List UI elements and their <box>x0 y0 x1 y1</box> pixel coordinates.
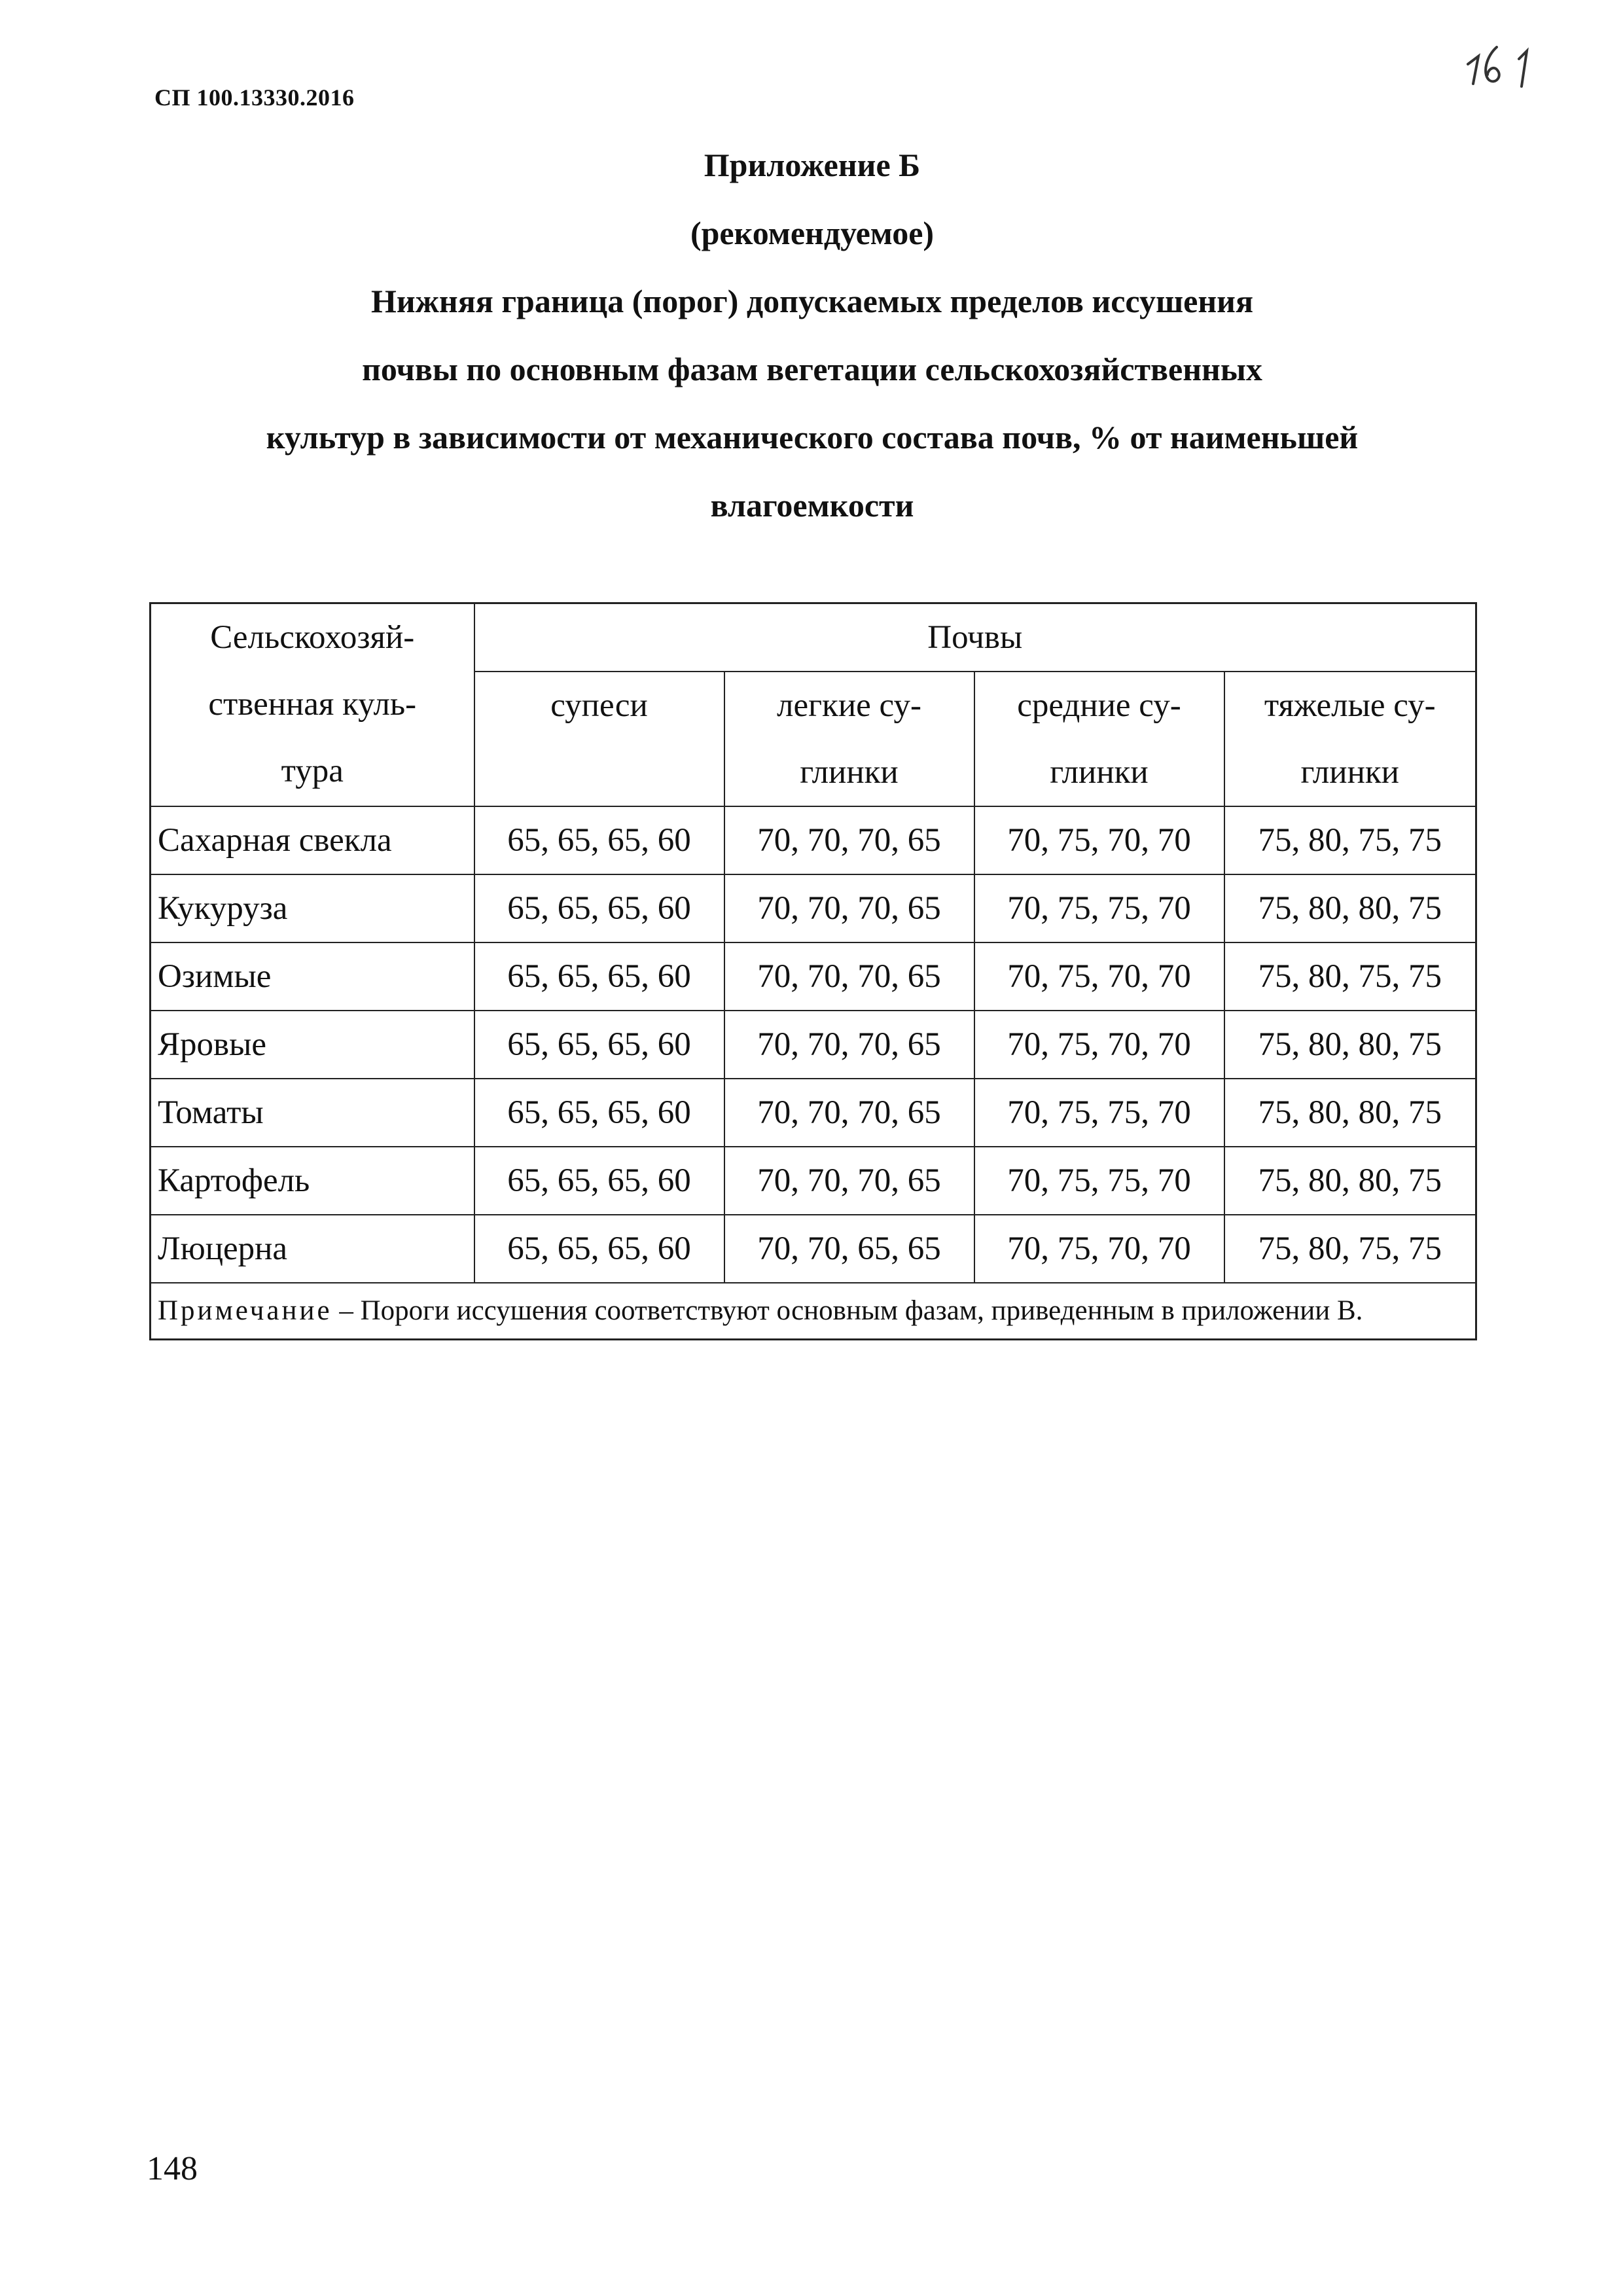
threshold-value: 75, 80, 80, 75 <box>1224 1147 1476 1215</box>
threshold-value: 70, 75, 70, 70 <box>974 1011 1224 1079</box>
threshold-value: 70, 70, 70, 65 <box>724 1079 974 1147</box>
threshold-value: 75, 80, 80, 75 <box>1224 1079 1476 1147</box>
crop-name: Озимые <box>151 942 474 1011</box>
threshold-value: 70, 75, 75, 70 <box>974 1147 1224 1215</box>
threshold-value: 65, 65, 65, 60 <box>474 806 724 874</box>
threshold-value: 75, 80, 75, 75 <box>1224 806 1476 874</box>
threshold-value: 65, 65, 65, 60 <box>474 1011 724 1079</box>
threshold-value: 70, 75, 70, 70 <box>974 942 1224 1011</box>
threshold-value: 75, 80, 75, 75 <box>1224 942 1476 1011</box>
threshold-value: 65, 65, 65, 60 <box>474 874 724 942</box>
page-number: 148 <box>147 2150 198 2187</box>
soil-column-header-medium-loam: средние су- глинки <box>974 672 1224 806</box>
table-row <box>151 1215 1476 1283</box>
table-title-line-4: влагоемкости <box>710 487 914 524</box>
table-row <box>151 942 1476 1011</box>
threshold-value: 75, 80, 75, 75 <box>1224 1215 1476 1283</box>
appendix-title-block <box>154 131 1470 539</box>
crop-name: Томаты <box>151 1079 474 1147</box>
soil-column-header-sandy-loam: супеси <box>474 672 724 806</box>
document-code: СП 100.13330.2016 <box>154 84 355 111</box>
threshold-value: 65, 65, 65, 60 <box>474 1215 724 1283</box>
threshold-value: 70, 70, 70, 65 <box>724 1147 974 1215</box>
threshold-value: 70, 70, 65, 65 <box>724 1215 974 1283</box>
table-row <box>151 1079 1476 1147</box>
note-text: – Пороги иссушения соответствуют основным фазам, приведенным в приложении В. <box>332 1295 1363 1326</box>
threshold-value: 70, 75, 70, 70 <box>974 1215 1224 1283</box>
drying-threshold-table <box>149 602 1477 1340</box>
threshold-value: 70, 70, 70, 65 <box>724 806 974 874</box>
appendix-status: (рекомендуемое) <box>690 215 935 251</box>
table-title-line-3: культур в зависимости от механического состава почв, % от наименьшей <box>266 419 1359 456</box>
appendix-heading: Приложение Б <box>704 147 921 183</box>
crop-name: Сахарная свекла <box>151 806 474 874</box>
threshold-value: 70, 75, 70, 70 <box>974 806 1224 874</box>
crop-column-header: Сельскохозяй- ственная куль- тура <box>151 603 474 807</box>
soils-group-header: Почвы <box>474 603 1476 672</box>
threshold-value: 70, 75, 75, 70 <box>974 874 1224 942</box>
threshold-value: 70, 70, 70, 65 <box>724 874 974 942</box>
soil-column-header-light-loam: легкие су- глинки <box>724 672 974 806</box>
table-row <box>151 1147 1476 1215</box>
table-note-row <box>151 1283 1476 1340</box>
table-title-line-2: почвы по основным фазам вегетации сельскохозяйственных <box>362 351 1262 387</box>
table-row <box>151 806 1476 874</box>
crop-name: Люцерна <box>151 1215 474 1283</box>
threshold-value: 75, 80, 80, 75 <box>1224 1011 1476 1079</box>
threshold-value: 70, 70, 70, 65 <box>724 942 974 1011</box>
threshold-value: 65, 65, 65, 60 <box>474 942 724 1011</box>
crop-name: Картофель <box>151 1147 474 1215</box>
threshold-value: 70, 70, 70, 65 <box>724 1011 974 1079</box>
soil-column-header-heavy-loam: тяжелые су- глинки <box>1224 672 1476 806</box>
threshold-value: 75, 80, 80, 75 <box>1224 874 1476 942</box>
table-title-line-1: Нижняя граница (порог) допускаемых пределов иссушения <box>370 283 1254 319</box>
table-row <box>151 874 1476 942</box>
threshold-value: 65, 65, 65, 60 <box>474 1079 724 1147</box>
threshold-value: 70, 75, 75, 70 <box>974 1079 1224 1147</box>
note-label: Примечание <box>158 1295 332 1326</box>
table-row <box>151 1011 1476 1079</box>
handwritten-page-number <box>1456 33 1548 92</box>
threshold-value: 65, 65, 65, 60 <box>474 1147 724 1215</box>
crop-name: Кукуруза <box>151 874 474 942</box>
crop-name: Яровые <box>151 1011 474 1079</box>
table-note <box>151 1283 1476 1340</box>
